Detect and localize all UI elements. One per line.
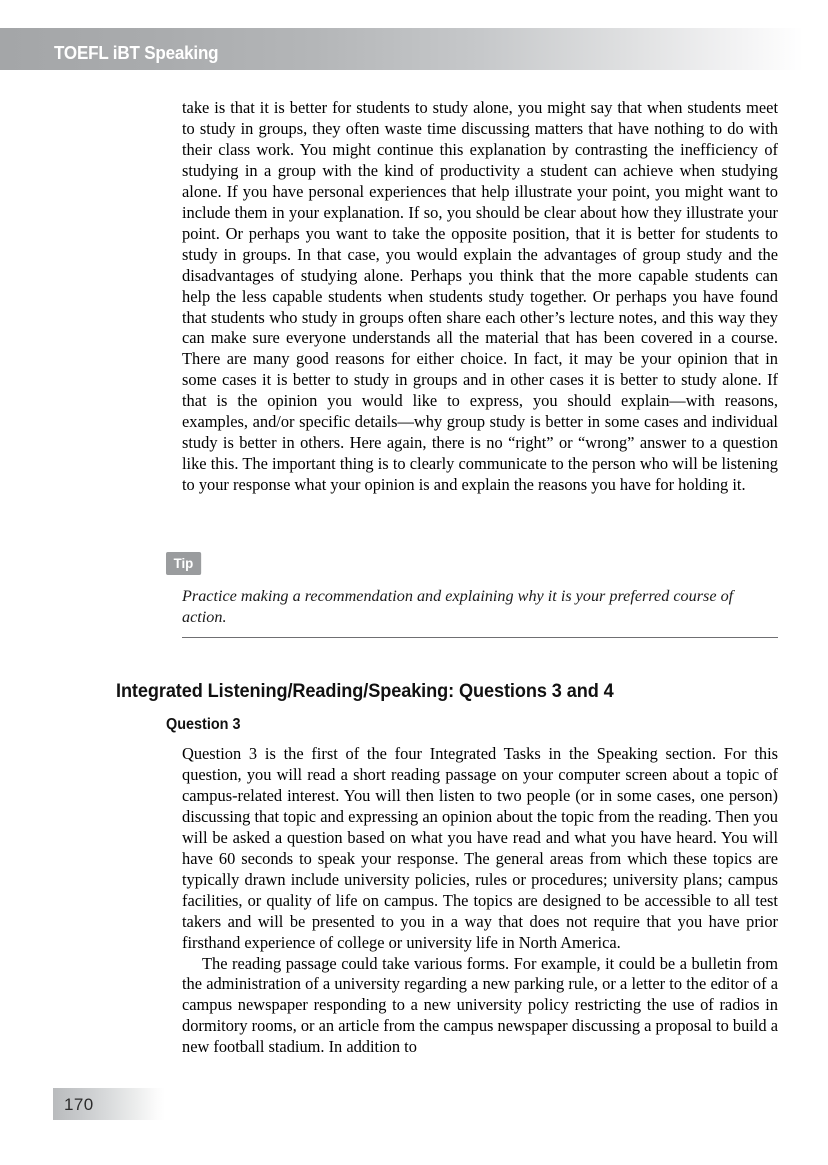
sub-heading-question-3: Question 3 (166, 716, 241, 733)
tip-block (166, 552, 778, 638)
body-paragraph: The reading passage could take various forms. For example, it could be a bulletin from the administration of a university regarding a new parking rule, or a letter to the editor of a campus newspaper responding to a new university policy restricting the use of radios in dormitory rooms, or an article from the campus newspaper discussing a proposal to build a new football stadium. In addition to (182, 953, 778, 1057)
tip-text: Practice making a recommendation and explaining why it is your preferred course of action. (182, 587, 734, 626)
page-number: 170 (64, 1095, 94, 1114)
running-header-title: TOEFL iBT Speaking (54, 42, 219, 63)
tip-badge: Tip (166, 552, 201, 575)
question-3-body-block (182, 744, 778, 1058)
paragraph-continued-block (182, 98, 778, 496)
body-paragraph: Question 3 is the first of the four Integrated Tasks in the Speaking section. For this question, you will read a short reading passage on your computer screen about a topic of campus-related interest. You will then listen to two people (or in some cases, one person) discussing that topic and expressing an opinion about the topic from the reading. Then you will be asked a question based on what you have read and what you have heard. You will have 60 seconds to speak your response. The general areas from which these topics are typically drawn include university policies, rules or procedures; university plans; campus facilities, or quality of life on campus. The topics are designed to be accessible to all test takers and will be presented to you in a way that does not require that you have prior firsthand experience of college or university life in North America. (182, 744, 778, 952)
tip-divider-rule (182, 637, 778, 638)
body-paragraph: take is that it is better for students to study alone, you might say that when students meet to study in groups, they often waste time discussing matters that have nothing to do with their class work. You might continue this explanation by contrasting the inefficiency of studying in a group with the kind of productivity a student can achieve when studying alone. If you have personal experiences that help illustrate your point, you might want to include them in your explanation. If so, you should be clear about how they illustrate your point. Or perhaps you want to take the opposite position, that it is better for students to study in groups. In that case, you would explain the advantages of group study and the disadvantages of studying alone. Perhaps you think that the more capable students can help the less capable students when students study together. Or perhaps you have found that students who study in groups often share each other’s lecture notes, and this way they can make sure everyone understands all the material that has been covered in a course. There are many good reasons for either choice. In fact, it may be your opinion that in some cases it is better to study in groups and in other cases it is better to study alone. If that is the opinion you would like to express, you should explain—with reasons, examples, and/or specific details—why group study is better in some cases and individual study is better in others. Here again, there is no “right” or “wrong” answer to a question like this. The important thing is to clearly communicate to the person who will be listening to your response what your opinion is and explain the reasons you have for holding it. (182, 98, 778, 495)
section-heading: Integrated Listening/Reading/Speaking: Questions 3 and 4 (116, 680, 614, 702)
